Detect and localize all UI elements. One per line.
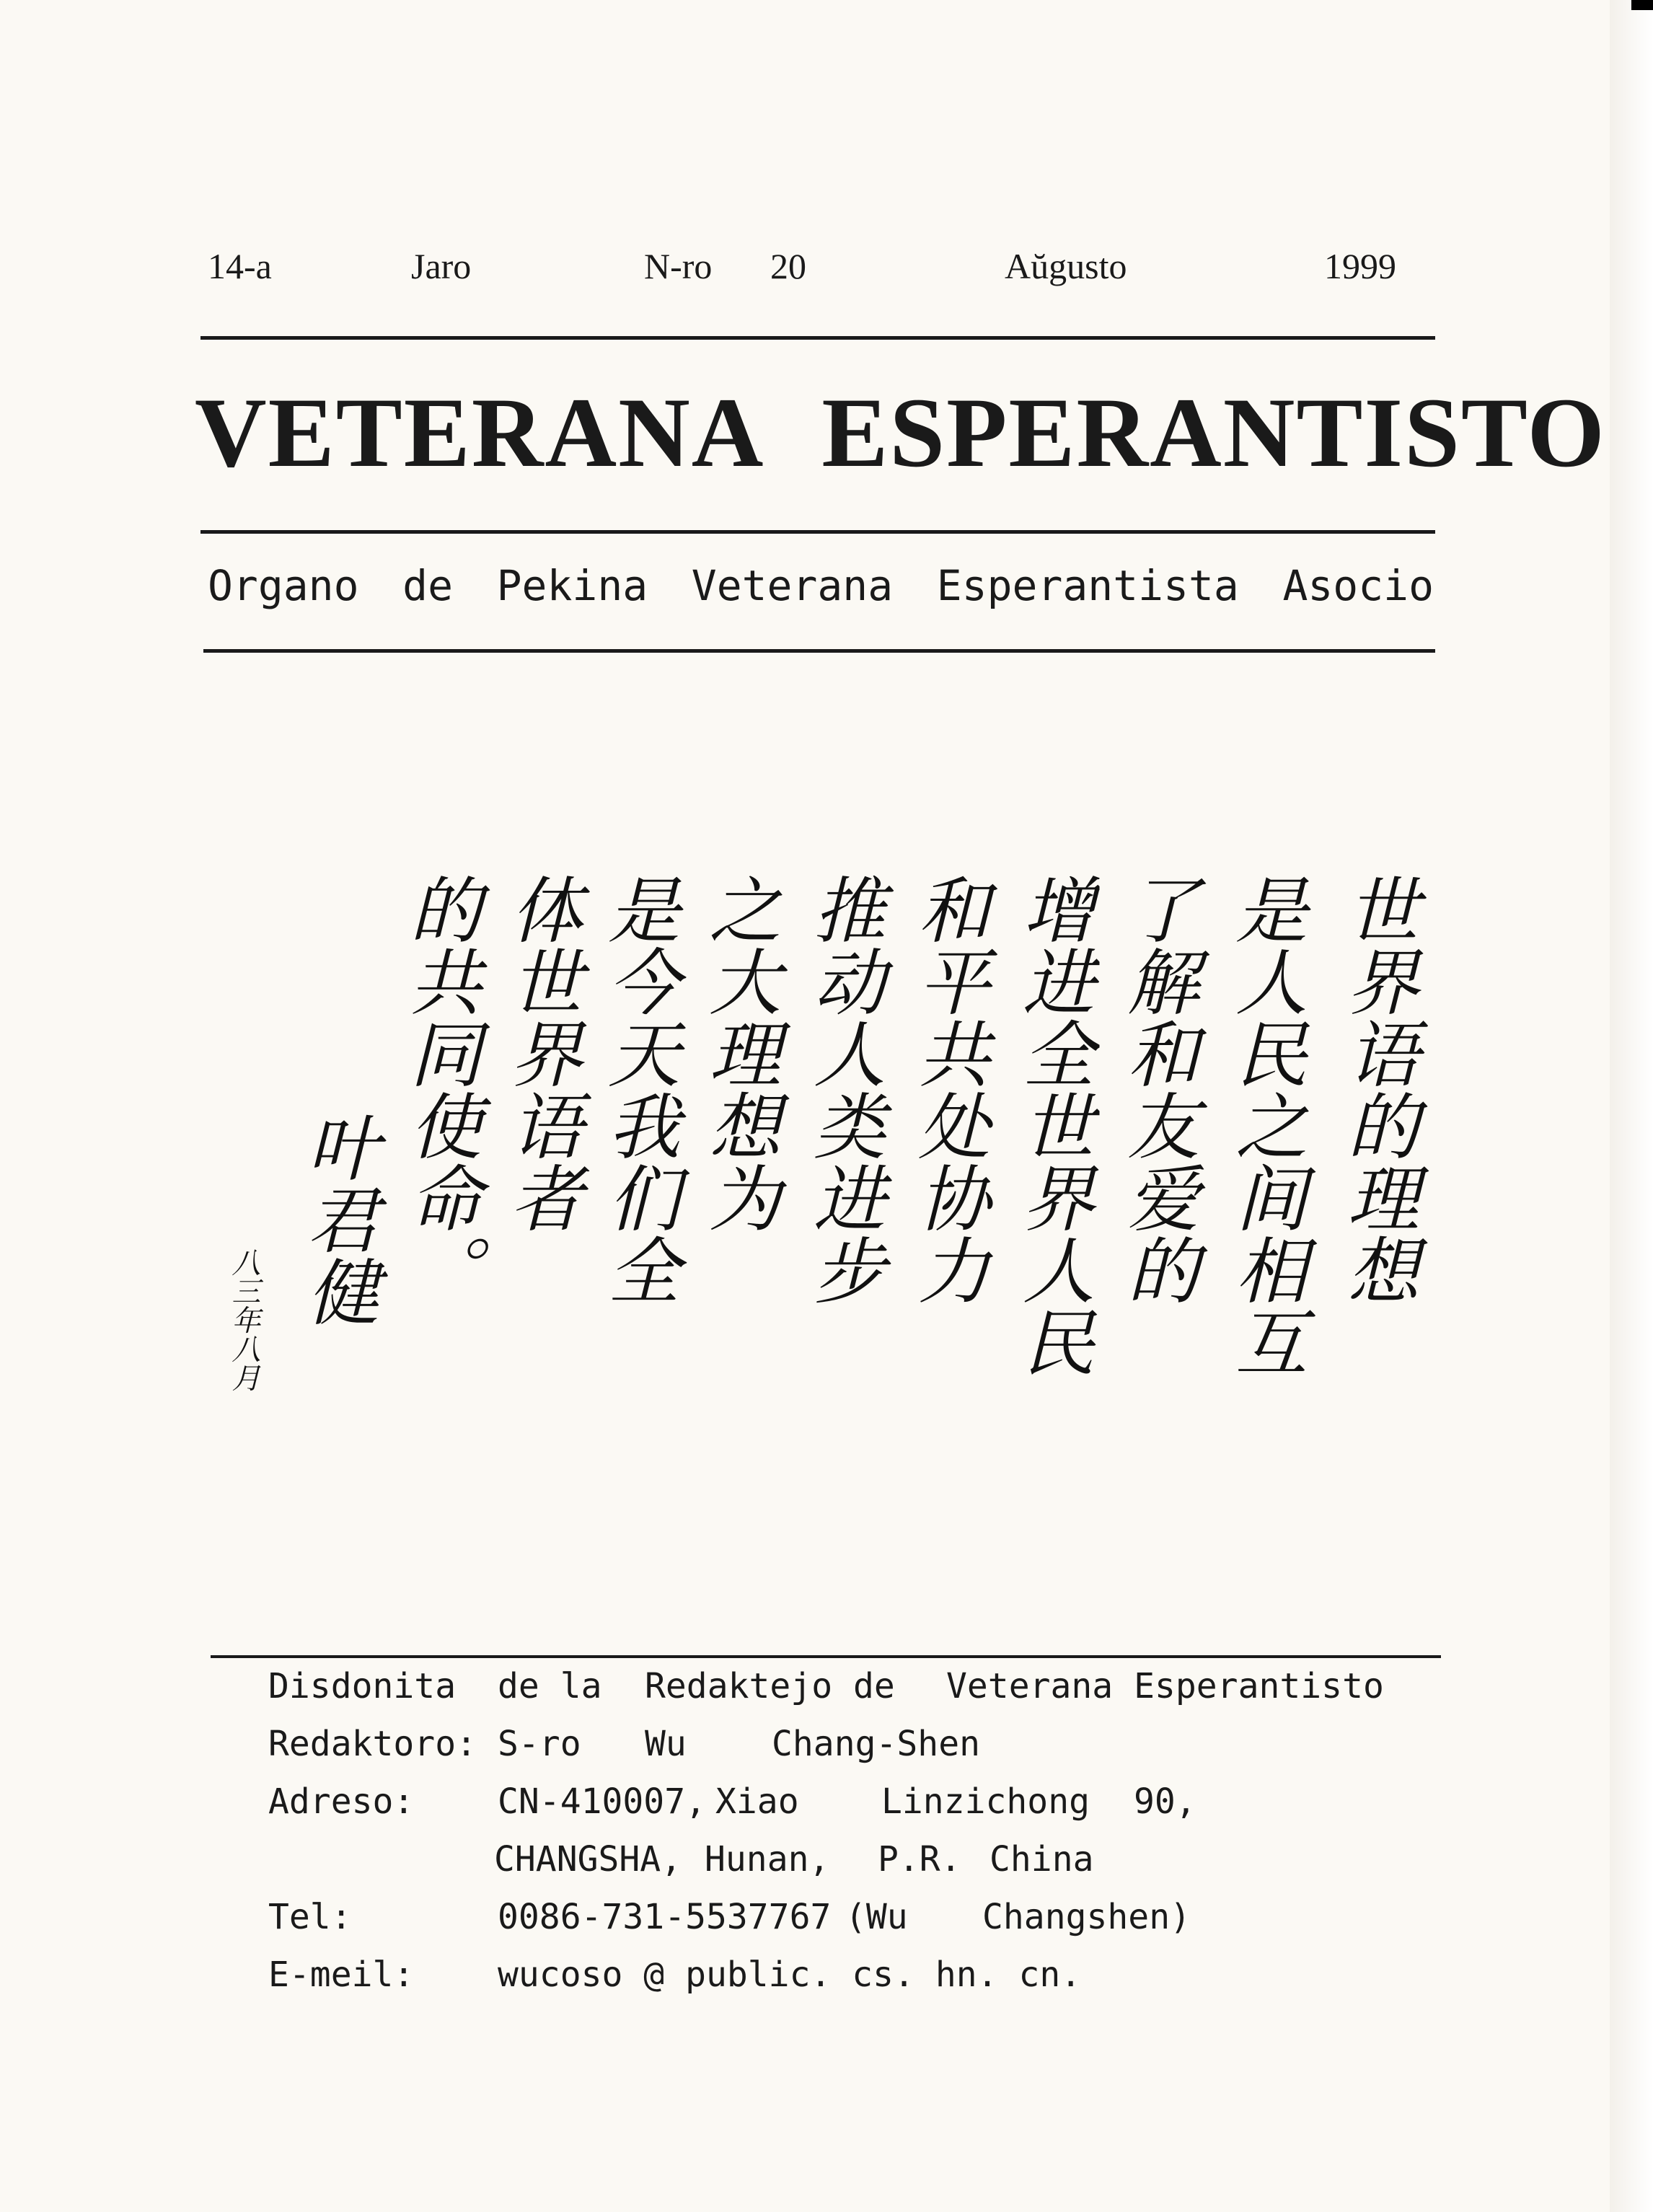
- tel-label: Tel:: [268, 1897, 352, 1937]
- subtitle-word: Pekina: [496, 561, 648, 610]
- page-title: VETERANA ESPERANTISTO: [195, 377, 1606, 488]
- rule-under-subtitle: [203, 649, 1435, 653]
- calligraphy-column: 了解和友爱的: [1115, 873, 1199, 1305]
- editor-value: S-ro: [498, 1724, 581, 1764]
- subtitle-word: Veterana: [691, 561, 894, 610]
- calligraphy-column: 和平共处协力: [906, 873, 990, 1305]
- calligraphy-signature: 叶君健: [295, 1111, 379, 1327]
- address-value: China: [989, 1839, 1094, 1880]
- year: 1999: [1324, 246, 1396, 286]
- rule-top: [200, 336, 1435, 340]
- colophon-line-address: [268, 1781, 1494, 1839]
- subtitle: [208, 561, 1434, 610]
- calligraphy-column: 世界语的理想: [1335, 873, 1419, 1305]
- corner-mark: [1631, 0, 1653, 10]
- calligraphy-column: 之大理想为: [697, 873, 781, 1233]
- colophon-text: Redaktejo de: [645, 1666, 895, 1706]
- address-value: Linzichong: [881, 1781, 1090, 1822]
- tel-value: 0086-731-5537767: [498, 1897, 832, 1937]
- calligraphy-date: 八三年八月: [227, 1248, 260, 1392]
- page-edge: [1610, 0, 1653, 2212]
- calligraphy-column: 体世界语者: [498, 873, 583, 1233]
- colophon-line-tel: [268, 1897, 1494, 1955]
- calligraphy-column: 是人民之间相互: [1223, 873, 1308, 1378]
- colophon-text: Disdonita: [268, 1666, 457, 1706]
- colophon-line-email: [268, 1955, 1494, 2012]
- calligraphy-column: 推动人类进步: [801, 873, 886, 1305]
- calligraphy-column: 是今天我们全: [596, 873, 680, 1305]
- issue-header: [208, 245, 1414, 303]
- address-value: 90,: [1134, 1781, 1196, 1822]
- number-value: 20: [770, 246, 806, 286]
- year-word: Jaro: [411, 246, 472, 286]
- address-value: Xiao: [715, 1781, 799, 1822]
- tel-value: Changshen): [982, 1897, 1191, 1937]
- address-value: Hunan,: [705, 1839, 830, 1880]
- email-label: E-meil:: [268, 1955, 415, 1995]
- tel-value: (Wu: [845, 1897, 908, 1937]
- email-value: wucoso @ public. cs. hn. cn.: [498, 1955, 1082, 1995]
- editor-value: Wu: [645, 1724, 687, 1764]
- editor-value: Chang-Shen: [772, 1724, 980, 1764]
- colophon-line-editor: [268, 1724, 1494, 1781]
- subtitle-word: Organo: [208, 561, 359, 610]
- colophon-line-distributed: [268, 1666, 1494, 1724]
- subtitle-word: Esperantista: [936, 561, 1239, 610]
- address-value: P.R.: [878, 1839, 961, 1880]
- rule-colophon: [211, 1655, 1441, 1658]
- calligraphy-column: 增进全世界人民: [1010, 873, 1095, 1378]
- year-volume: 14-a: [208, 246, 272, 286]
- calligraphy-inscription: [216, 873, 1442, 1464]
- editor-label: Redaktoro:: [268, 1724, 477, 1764]
- number-label: N-ro: [644, 246, 713, 286]
- subtitle-word: Asocio: [1282, 561, 1434, 610]
- colophon-text: Veterana Esperantisto: [946, 1666, 1384, 1706]
- colophon-text: de la: [498, 1666, 602, 1706]
- address-label: Adreso:: [268, 1781, 415, 1822]
- rule-under-title: [200, 530, 1435, 534]
- subtitle-word: de: [402, 561, 453, 610]
- calligraphy-column: 的共同使命。: [397, 873, 482, 1305]
- address-value: CN-410007,: [498, 1781, 706, 1822]
- colophon-line-address2: [268, 1839, 1494, 1897]
- month: Aŭgusto: [1005, 246, 1127, 286]
- address-value: CHANGSHA,: [494, 1839, 682, 1880]
- colophon: [268, 1666, 1494, 2012]
